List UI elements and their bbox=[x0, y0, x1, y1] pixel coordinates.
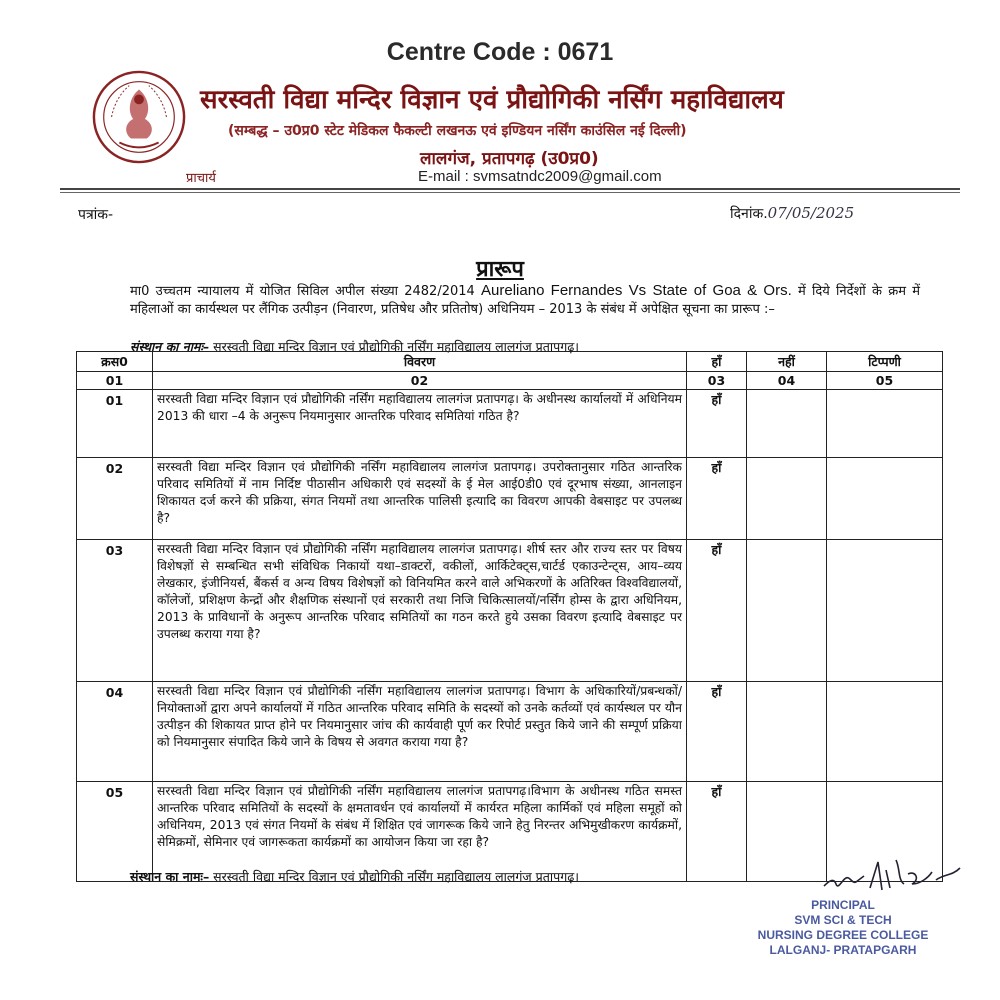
header-remark: टिप्पणी bbox=[827, 352, 943, 372]
college-place: लालगंज, प्रतापगढ़ (उ0प्र0) bbox=[420, 149, 599, 169]
header-yes: हाँ bbox=[687, 352, 747, 372]
principal-stamp bbox=[738, 898, 948, 958]
letter-reference-label: पत्रांक- bbox=[78, 207, 114, 223]
table-row bbox=[77, 458, 943, 540]
principal-signature bbox=[820, 850, 970, 900]
column-number: 04 bbox=[747, 372, 827, 390]
institution-value: सरस्वती विद्या मन्दिर विज्ञान एवं प्रौद्योगिकी नर्सिंग महाविद्यालय लालगंज प्रतापगढ़। bbox=[209, 339, 580, 354]
institution-label: संस्थान का नामः– bbox=[130, 339, 210, 354]
row-yes: हाँ bbox=[687, 782, 747, 882]
row-serial: 04 bbox=[77, 682, 153, 782]
intro-paragraph bbox=[130, 282, 920, 319]
college-email: E-mail : svmsatndc2009@gmail.com bbox=[418, 168, 662, 185]
header-no: नहीं bbox=[747, 352, 827, 372]
column-number: 02 bbox=[153, 372, 687, 390]
table-row bbox=[77, 390, 943, 458]
row-remark bbox=[827, 390, 943, 458]
row-no bbox=[747, 782, 827, 882]
table-row bbox=[77, 540, 943, 682]
row-description: सरस्वती विद्या मन्दिर विज्ञान एवं प्रौद्योगिकी नर्सिंग महाविद्यालय लालगंज प्रतापगढ़। के अधीनस्थ कार्यालयों में अधिनियम 2013 की धारा –4 के अनुरूप नियमानुसार आन्तरिक परिवाद समितियां गठित है? bbox=[153, 390, 687, 458]
column-number: 01 bbox=[77, 372, 153, 390]
college-name: सरस्वती विद्या मन्दिर विज्ञान एवं प्रौद्योगिकी नर्सिंग महाविद्यालय bbox=[200, 85, 784, 115]
table-row bbox=[77, 782, 943, 882]
intro-part2: में दिये निर्देशों के क्रम में महिलाओं का कार्यस्थल पर लैंगिक उत्पीड़न (निवारण, प्रतिषेध और प्रतितोष) अधिनियम – 2013 के संबंध में अपेक्षित सूचना का प्रारूप :– bbox=[130, 284, 920, 317]
table-row bbox=[77, 682, 943, 782]
letter-date bbox=[730, 204, 854, 223]
row-description: सरस्वती विद्या मन्दिर विज्ञान एवं प्रौद्योगिकी नर्सिंग महाविद्यालय लालगंज प्रतापगढ़। उपरोक्तानुसार गठित आन्तरिक परिवाद समितियों में नाम निर्दिष्ट पीठासीन अधिकारी एवं सदस्यों के ई मेल आई0डी0 एवं दूरभाष संख्या, आनलाइन शिकायत दर्ज करने की प्रक्रिया, संगत नियमों तथा आन्तरिक पालिसी इत्यादि का विवरण आपकी वेबसाइट पर उपलब्ध है? bbox=[153, 458, 687, 540]
header-serial: क्रस0 bbox=[77, 352, 153, 372]
header-description: विवरण bbox=[153, 352, 687, 372]
footer-institution-value: सरस्वती विद्या मन्दिर विज्ञान एवं प्रौद्योगिकी नर्सिंग महाविद्यालय लालगंज प्रतापगढ़। bbox=[209, 869, 580, 884]
row-serial: 03 bbox=[77, 540, 153, 682]
row-serial: 05 bbox=[77, 782, 153, 882]
table-header-row bbox=[77, 352, 943, 372]
affiliation-line: (सम्बद्ध – उ0प्र0 स्टेट मेडिकल फैकल्टी लखनऊ एवं इण्डियन नर्सिंग काउंसिल नई दिल्ली) bbox=[228, 123, 687, 139]
row-yes: हाँ bbox=[687, 682, 747, 782]
row-no bbox=[747, 540, 827, 682]
row-yes: हाँ bbox=[687, 458, 747, 540]
row-no bbox=[747, 390, 827, 458]
row-yes: हाँ bbox=[687, 540, 747, 682]
row-remark bbox=[827, 540, 943, 682]
stamp-line: PRINCIPAL bbox=[811, 898, 875, 912]
stamp-line: SVM SCI & TECH bbox=[794, 913, 892, 927]
case-name: Aureliano Fernandes Vs State of Goa & Ors. bbox=[481, 282, 792, 299]
stamp-line: LALGANJ- PRATAPGARH bbox=[769, 943, 917, 957]
column-number-row bbox=[77, 372, 943, 390]
footer-institution-line bbox=[130, 868, 579, 885]
row-description: सरस्वती विद्या मन्दिर विज्ञान एवं प्रौद्योगिकी नर्सिंग महाविद्यालय लालगंज प्रतापगढ़। शीर्ष स्तर और राज्य स्तर पर विषय विशेषज्ञों से सम्बन्धित सभी संविधिक निकायों यथा–डाक्टरों, वकीलों, आर्किटेक्ट्स,चार्टर्ड एकाउन्टेन्ट्स, आय–व्यय लेखकार, इंजीनियर्स, बैंकर्स व अन्य विषय विशेषज्ञों को विनियमित करने वाले अभिकरणों के अतिरिक्त विश्वविद्यालयों, कॉलेजों, प्रशिक्षण केन्द्रों और शैक्षणिक संस्थानों एवं सरकारी तथा निजि चिकित्सालयों/नर्सिंग होम्स के द्वारा अधिनियम, 2013 के प्राविधानों के अनुरूप आन्तरिक परिवाद समितियों का गठन करते हुये उसका विवरण इत्यादि वेबसाइट पर उपलब्ध कराया गया है? bbox=[153, 540, 687, 682]
date-value: 07/05/2025 bbox=[767, 204, 855, 222]
header-divider bbox=[60, 188, 960, 190]
footer-institution-label: संस्थान का नामः– bbox=[130, 869, 210, 884]
date-label: दिनांक. bbox=[730, 206, 768, 222]
stamp-line: NURSING DEGREE COLLEGE bbox=[757, 928, 929, 942]
row-yes: हाँ bbox=[687, 390, 747, 458]
header-divider-thin bbox=[60, 192, 960, 193]
centre-code: Centre Code : 0671 bbox=[386, 38, 614, 66]
row-description: सरस्वती विद्या मन्दिर विज्ञान एवं प्रौद्योगिकी नर्सिंग महाविद्यालय लालगंज प्रतापगढ़।विभाग के अधीनस्थ गठित समस्त आन्तरिक परिवाद समितियों के सदस्यों के क्षमतावर्धन एवं कार्यालयों में कार्यरत महिला कार्मिकों एवं महिला समूहों को अधिनियम, 2013 एवं संगत नियमों के संबंध में शिक्षित एवं जागरूक किये जाने हेतु निरन्तर अभिमुखीकरण कार्यक्रमों, सेमिक्रमों, सेमिनार एवं जागरूकता कार्यक्रमों का आयोजन किया जा रहा है? bbox=[153, 782, 687, 882]
row-serial: 01 bbox=[77, 390, 153, 458]
row-description: सरस्वती विद्या मन्दिर विज्ञान एवं प्रौद्योगिकी नर्सिंग महाविद्यालय लालगंज प्रतापगढ़। विभाग के अधिकारियों/प्रबन्धकों/नियोक्ताओं द्वारा अपने कार्यालयों में गठित आन्तरिक परिवाद समिति के सदस्यों को उनके कर्तव्यों एवं कार्यस्थल पर यौन उत्पीड़न की शिकायत प्राप्त होने पर नियमानुसार जांच की कार्यवाही पूर्ण कर रिपोर्ट प्रस्तुत किये जाने की सम्पूर्ण प्रक्रिया को नियमानुसार संपादित किये जाने के विषय से अवगत कराया गया है? bbox=[153, 682, 687, 782]
row-no bbox=[747, 682, 827, 782]
document-title: प्रारूप bbox=[476, 257, 524, 282]
college-seal-logo bbox=[90, 68, 188, 166]
principal-label: प्राचार्य bbox=[186, 171, 216, 186]
row-serial: 02 bbox=[77, 458, 153, 540]
column-number: 05 bbox=[827, 372, 943, 390]
row-remark bbox=[827, 458, 943, 540]
column-number: 03 bbox=[687, 372, 747, 390]
row-remark bbox=[827, 682, 943, 782]
information-table bbox=[76, 351, 943, 882]
intro-part1: मा0 उच्चतम न्यायालय में योजित सिविल अपील संख्या 2482/2014 bbox=[130, 284, 482, 299]
row-no bbox=[747, 458, 827, 540]
